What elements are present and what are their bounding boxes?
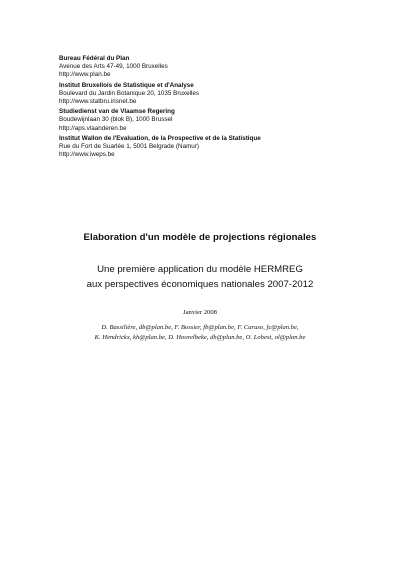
institution-entry — [59, 82, 389, 107]
institution-address: Boudewijnlaan 30 (blok B), 1000 Brussel — [59, 116, 173, 124]
institution-url[interactable]: http://aps.vlaanderen.be — [59, 124, 127, 132]
institution-entry — [59, 135, 389, 160]
publication-date: Janvier 2008 — [183, 309, 217, 316]
institution-entry — [59, 108, 389, 133]
institutions-block — [59, 55, 389, 161]
institution-address: Avenue des Arts 47-49, 1000 Bruxelles — [59, 63, 168, 71]
authors-line: K. Hendrickx, kh@plan.be, D. Hoorelbeke, dh@plan.be, O. Lohest, ol@plan.be — [94, 334, 306, 341]
institution-entry — [59, 55, 389, 80]
authors-line: D. Bassilière, db@plan.be, F. Bossier, fb@plan.be, F. Caruso, fc@plan.be, — [101, 324, 299, 331]
institution-url[interactable]: http://www.plan.be — [59, 71, 111, 79]
institution-address: Boulevard du Jardin Botanique 20, 1035 Bruxelles — [59, 89, 200, 97]
institution-name: Institut Wallon de l'Evaluation, de la Prospective et de la Statistique — [59, 134, 261, 142]
authors-block — [0, 323, 400, 343]
institution-name: Studiedienst van de Vlaamse Regering — [59, 108, 175, 116]
document-subtitle — [0, 262, 400, 292]
institution-url[interactable]: http://www.iweps.be — [59, 151, 115, 159]
institution-name: Bureau Fédéral du Plan — [59, 55, 130, 62]
subtitle-line: Une première application du modèle HERMREG — [97, 264, 303, 275]
institution-address: Rue du Fort de Suarlée 1, 5001 Belgrade (Namur) — [59, 143, 200, 151]
institution-url[interactable]: http://www.statbru.irisnet.be — [59, 98, 137, 106]
subtitle-line: aux perspectives économiques nationales 2007-2012 — [86, 279, 314, 290]
institution-name: Institut Bruxellois de Statistique et d'Analyse — [59, 81, 194, 89]
document-title: Elaboration d'un modèle de projections régionales — [83, 232, 317, 243]
